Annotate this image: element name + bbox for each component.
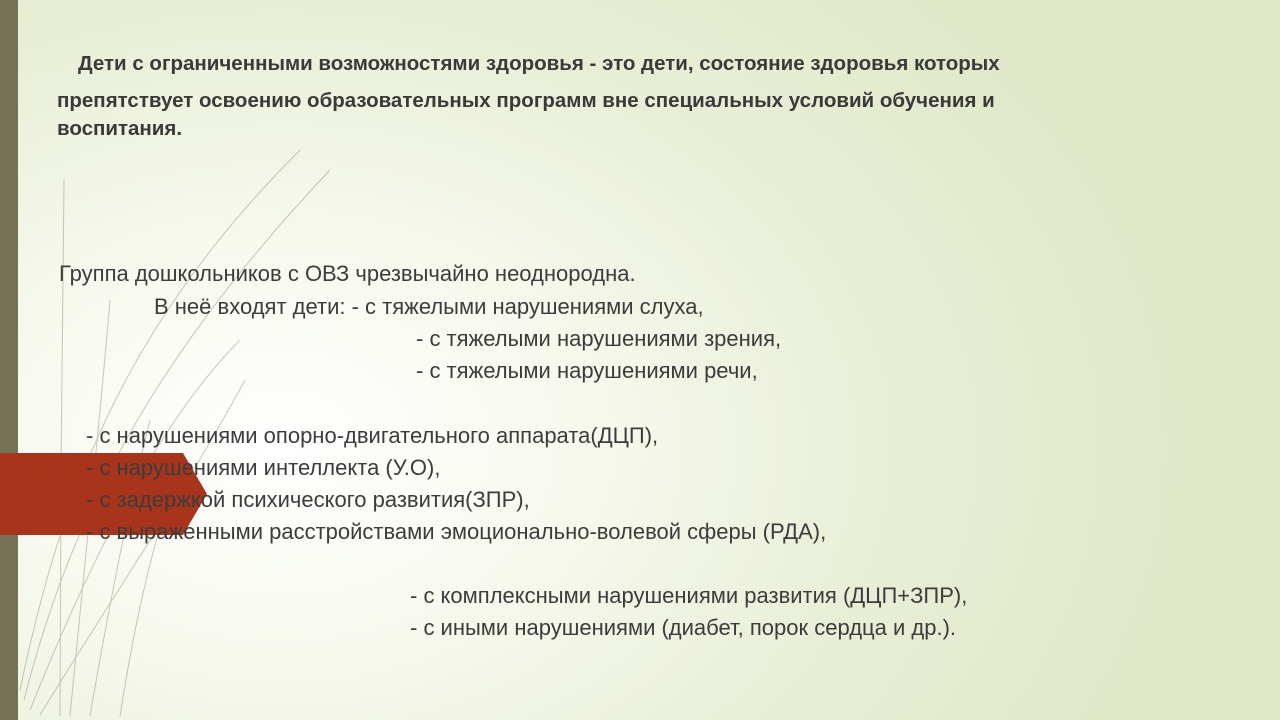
- intro-line: препятствует освоению образовательных программ вне специальных условий обучения и: [57, 89, 995, 112]
- list-item: - с выраженными расстройствами эмоционально-волевой сферы (РДА),: [86, 519, 827, 544]
- intro-line: воспитания.: [57, 117, 183, 140]
- list-item: - с тяжелыми нарушениями речи,: [416, 358, 758, 383]
- intro-line: Дети с ограниченными возможностями здоровья - это дети, состояние здоровья которых: [78, 52, 1000, 75]
- list-item: - с нарушениями интеллекта (У.О),: [86, 455, 441, 480]
- list-item: - с комплексными нарушениями развития (ДЦП+ЗПР),: [410, 583, 968, 608]
- intro-definition: [57, 48, 1197, 141]
- list-item: - с задержкой психического развития(ЗПР),: [86, 487, 530, 512]
- list-item: - с нарушениями опорно-двигательного аппарата(ДЦП),: [86, 423, 659, 448]
- list-item: - с иными нарушениями (диабет, порок сердца и др.).: [410, 615, 957, 640]
- list-item: - с тяжелыми нарушениями зрения,: [416, 326, 782, 351]
- group-intro-line: В неё входят дети: - с тяжелыми нарушениями слуха,: [154, 294, 704, 319]
- group-heading: Группа дошкольников с ОВЗ чрезвычайно неоднородна.: [59, 261, 636, 286]
